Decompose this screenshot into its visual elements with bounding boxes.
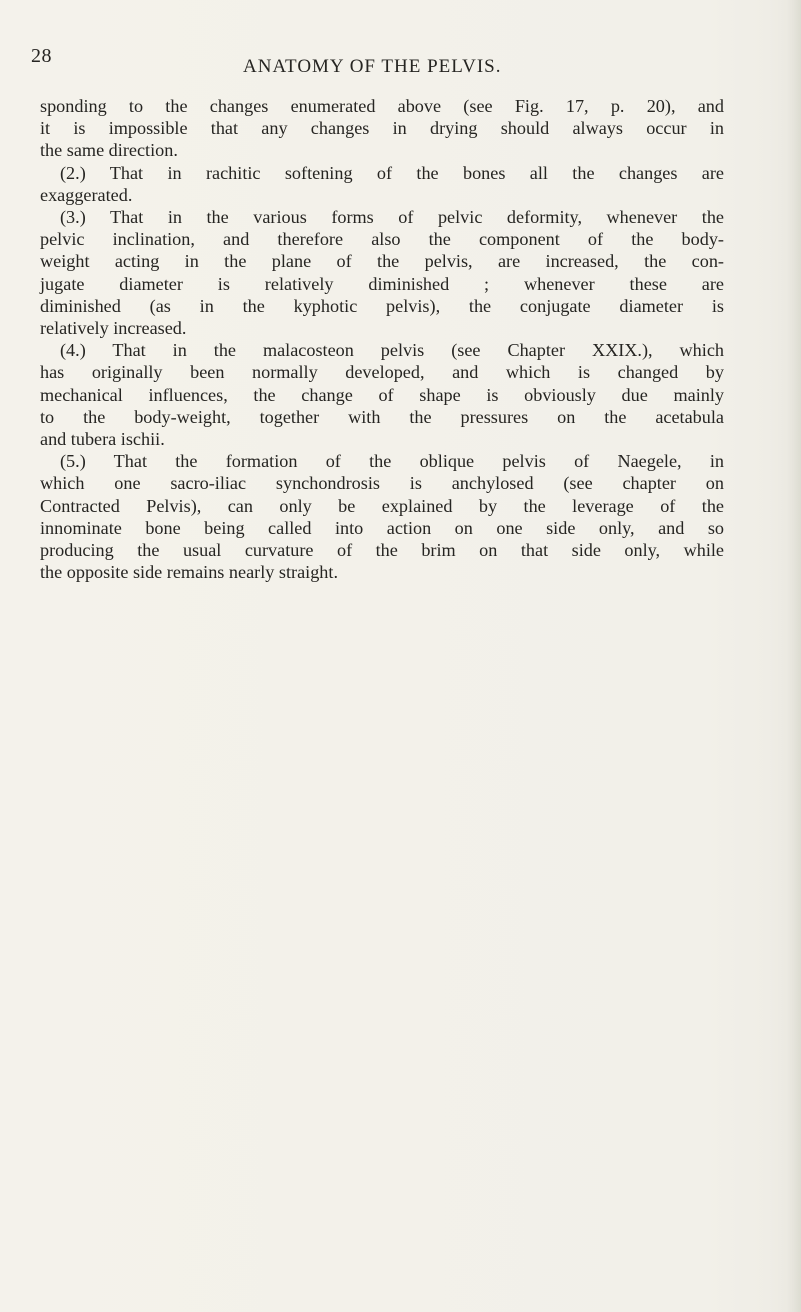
body-text xyxy=(40,95,724,583)
text-line: (4.) That in the malacosteon pelvis (see Chapter XXIX.), which xyxy=(60,340,724,361)
text-line: sponding to the changes enumerated above (see Fig. 17, p. 20), and xyxy=(40,96,724,116)
text-line: (5.) That the formation of the oblique pelvis of Naegele, in xyxy=(60,451,724,472)
text-line: mechanical influences, the change of shape is obviously due mainly xyxy=(40,384,724,405)
text-line: to the body-weight, together with the pressures on the acetabula xyxy=(40,406,724,427)
text-line: and tubera ischii. xyxy=(40,429,165,450)
text-line: exaggerated. xyxy=(40,184,133,205)
text-line: (3.) That in the various forms of pelvic deformity, whenever the xyxy=(60,207,724,228)
text-line: has originally been normally developed, and which is changed by xyxy=(40,362,724,383)
text-line: jugate diameter is relatively diminished ; whenever these are xyxy=(40,273,724,294)
text-line: innominate bone being called into action on one side only, and so xyxy=(40,517,724,538)
text-line: pelvic inclination, and therefore also the component of the body- xyxy=(40,229,724,250)
text-line: the same direction. xyxy=(40,140,178,161)
text-line: it is impossible that any changes in drying should always occur in xyxy=(40,118,724,139)
text-line: weight acting in the plane of the pelvis, are increased, the con- xyxy=(40,251,724,272)
page-number: 28 xyxy=(31,45,52,67)
text-line: producing the usual curvature of the brim on that side only, while xyxy=(40,540,724,561)
running-title: ANATOMY OF THE PELVIS. xyxy=(243,56,502,77)
text-line: (2.) That in rachitic softening of the bones all the changes are xyxy=(60,162,724,183)
page-edge-shadow xyxy=(787,0,801,1312)
text-line: the opposite side remains nearly straight. xyxy=(40,562,338,583)
text-line: Contracted Pelvis), can only be explained by the leverage of the xyxy=(40,495,724,516)
text-line: diminished (as in the kyphotic pelvis), the conjugate diameter is xyxy=(40,295,724,316)
text-line: relatively increased. xyxy=(40,318,187,339)
text-line: which one sacro-iliac synchondrosis is anchylosed (see chapter on xyxy=(40,473,724,494)
